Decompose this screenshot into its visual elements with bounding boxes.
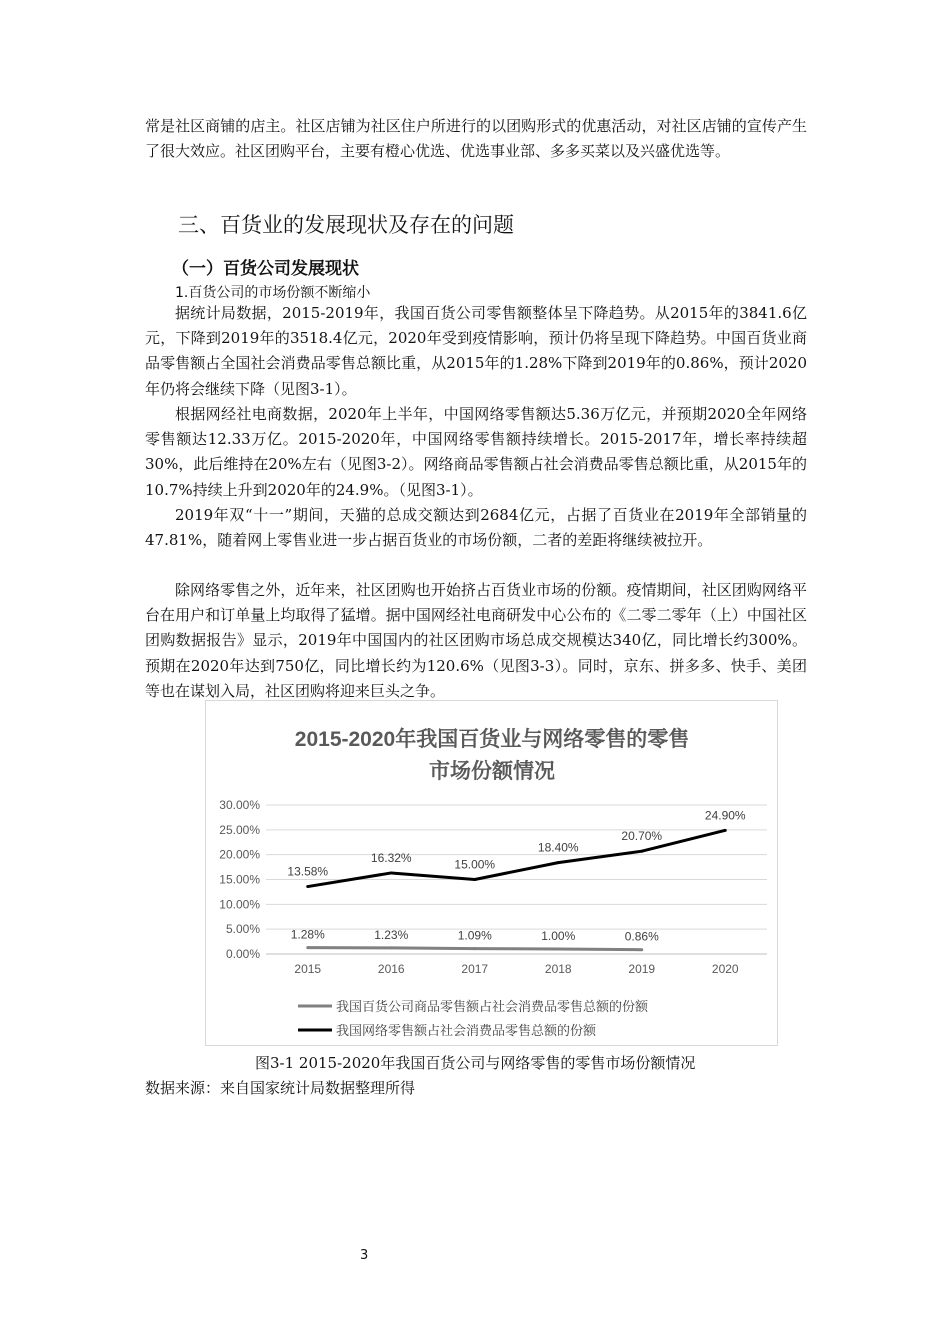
data-point [557,948,560,951]
paragraph: 除网络零售之外，近年来，社区团购也开始挤占百货业市场的份额。疫情期间，社区团购网络平台在用户和订单量上均取得了猛增。据中国网经社电商研发中心公布的《二零二零年（上）中国社区团购数据报告》显示，2019年中国国内的社区团购市场总成交规模达340亿，同比增长约300%。预期在2020年达到750亿，同比增长约为120.6%（见图3-3）。同时，京东、拼多多、快手、美团等也在谋划入局，社区团购将迎来巨头之争。 [145,581,807,700]
data-point [557,861,560,864]
y-tick-label: 5.00% [225,922,260,937]
legend-label-department: 我国百货公司商品零售额占社会消费品零售总额的份额 [336,999,649,1014]
data-label: 1.00% [541,929,576,944]
y-tick-label: 25.00% [219,822,260,837]
data-label: 1.23% [374,927,409,942]
y-tick-label: 10.00% [219,897,260,912]
data-point [640,850,643,853]
x-tick-label: 2015 [294,962,322,976]
legend-label-online: 我国网络零售额占社会消费品零售总额的份额 [336,1023,597,1038]
paragraph-continued: 常是社区商铺的店主。社区店铺为社区住户所进行的以团购形式的优惠活动，对社区店铺的宣传产生了很大效应。社区团购平台，主要有橙心优选、优选事业部、多多买菜以及兴盛优选等。 [145,117,807,161]
page-number: 3 [360,1248,369,1263]
x-tick-label: 2019 [628,962,656,976]
paragraph: 根据网经社电商数据，2020年上半年，中国网络零售额达5.36万亿元，并预期2020全年网络零售额达12.33万亿。2015-2020年，中国网络零售额持续增长。2015-2017年，增长率持续超30%，此后维持在20%左右（见图3-2）。网络商品零售额占社会消费品零售总额比重，从2015年的10.7%持续上升到2020年的24.9%。（见图3-1）。 [145,405,807,499]
x-tick-label: 2016 [377,962,405,976]
data-label: 24.90% [704,808,746,823]
data-label: 13.58% [287,864,329,879]
y-tick-label: 20.00% [219,847,260,862]
figure-caption: 图3-1 2015-2020年我国百货公司与网络零售的零售市场份额情况 [255,1054,696,1072]
data-point [390,871,393,874]
data-label: 1.28% [290,927,325,942]
data-point [473,878,476,881]
y-tick-label: 15.00% [219,872,260,887]
data-source: 数据来源：来自国家统计局数据整理所得 [145,1079,416,1097]
subsection-heading: （一）百货公司发展现状 [172,259,359,279]
chart-title-line2: 市场份额情况 [429,760,555,783]
data-point [306,885,309,888]
data-point [724,829,727,832]
chart-container [205,700,778,1046]
data-label: 16.32% [370,850,412,865]
y-tick-label: 30.00% [219,798,260,812]
x-tick-label: 2020 [711,962,739,976]
paragraph: 据统计局数据，2015-2019年，我国百货公司零售额整体呈下降趋势。从2015年的3841.6亿元，下降到2019年的3518.4亿元，2020年受到疫情影响，预计仍将呈现下降趋势。中国百货业商品零售额占全国社会消费品零售总额比重，从2015年的1.28%下降到2019年的0.86%，预计2020年仍将会继续下降（见图3-1）。 [145,304,807,398]
x-tick-label: 2017 [461,962,489,976]
paragraph: 2019年双“十一”期间，天猫的总成交额达到2684亿元，占据了百货业在2019年全部销量的47.81%，随着网上零售业进一步占据百货业的市场份额，二者的差距将继续被拉开。 [145,506,807,550]
line-chart [206,701,779,1047]
data-label: 0.86% [624,929,659,944]
data-label: 20.70% [621,829,663,844]
data-label: 1.09% [457,928,492,943]
data-point [306,946,309,949]
section-heading: 三、百货业的发展现状及存在的问题 [178,213,514,237]
subsubsection-heading: 1.百货公司的市场份额不断缩小 [175,285,371,301]
data-point [390,946,393,949]
y-tick-label: 0.00% [225,947,260,961]
data-label: 15.00% [454,857,496,872]
data-label: 18.40% [537,840,579,855]
data-point [640,948,643,951]
data-point [473,947,476,950]
x-tick-label: 2018 [544,962,572,976]
chart-title-line1: 2015-2020年我国百货业与网络零售的零售 [294,728,690,751]
